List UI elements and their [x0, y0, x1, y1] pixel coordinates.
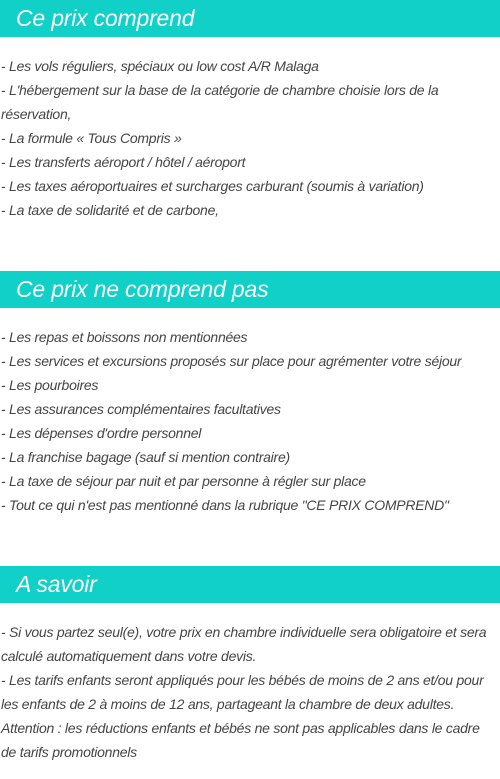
- list-item: - La taxe de séjour par nuit et par personne à régler sur place: [1, 473, 366, 489]
- section-body-not-included: [0, 308, 500, 517]
- section-title: Ce prix ne comprend pas: [16, 276, 269, 302]
- section-good-to-know: [0, 566, 500, 764]
- list-item: - La formule « Tous Compris »: [1, 130, 182, 146]
- list-item: - Si vous partez seul(e), votre prix en chambre individuelle sera obligatoire et sera calculé automatiquement dans votre devis.: [1, 624, 487, 664]
- section-header-not-included: [0, 271, 500, 308]
- list-item: - Les dépenses d'ordre personnel: [1, 425, 202, 441]
- list-item: - Tout ce qui n'est pas mentionné dans la rubrique "CE PRIX COMPREND": [1, 497, 449, 513]
- list-item: - Les tarifs enfants seront appliqués pour les bébés de moins de 2 ans et/ou pour les enfants de 2 à moins de 12 ans, partageant la chambre de deux adultes.: [1, 672, 484, 712]
- list-item: - Les transferts aéroport / hôtel / aéroport: [1, 154, 246, 170]
- section-included: [0, 0, 500, 222]
- section-header-good-to-know: [0, 566, 500, 603]
- list-item: - Les taxes aéroportuaires et surcharges carburant (soumis à variation): [1, 178, 424, 194]
- list-item: - L'hébergement sur la base de la catégorie de chambre choisie lors de la réservation,: [1, 82, 439, 122]
- list-item: - La taxe de solidarité et de carbone,: [1, 202, 219, 218]
- list-item: - Les pourboires: [1, 377, 99, 393]
- list-item: - Les services et excursions proposés sur place pour agrémenter votre séjour: [1, 353, 462, 369]
- list-item: - Les vols réguliers, spéciaux ou low cost A/R Malaga: [1, 58, 319, 74]
- section-body-good-to-know: [0, 603, 500, 764]
- section-not-included: [0, 271, 500, 517]
- list-item: Attention : les réductions enfants et bébés ne sont pas applicables dans le cadre de tarifs promotionnels: [1, 720, 480, 760]
- list-item: - Les assurances complémentaires facultatives: [1, 401, 281, 417]
- section-header-included: [0, 0, 500, 37]
- section-title: A savoir: [16, 571, 97, 597]
- section-title: Ce prix comprend: [16, 5, 195, 31]
- list-item: - La franchise bagage (sauf si mention contraire): [1, 449, 290, 465]
- list-item: - Les repas et boissons non mentionnées: [1, 329, 248, 345]
- section-body-included: [0, 37, 500, 222]
